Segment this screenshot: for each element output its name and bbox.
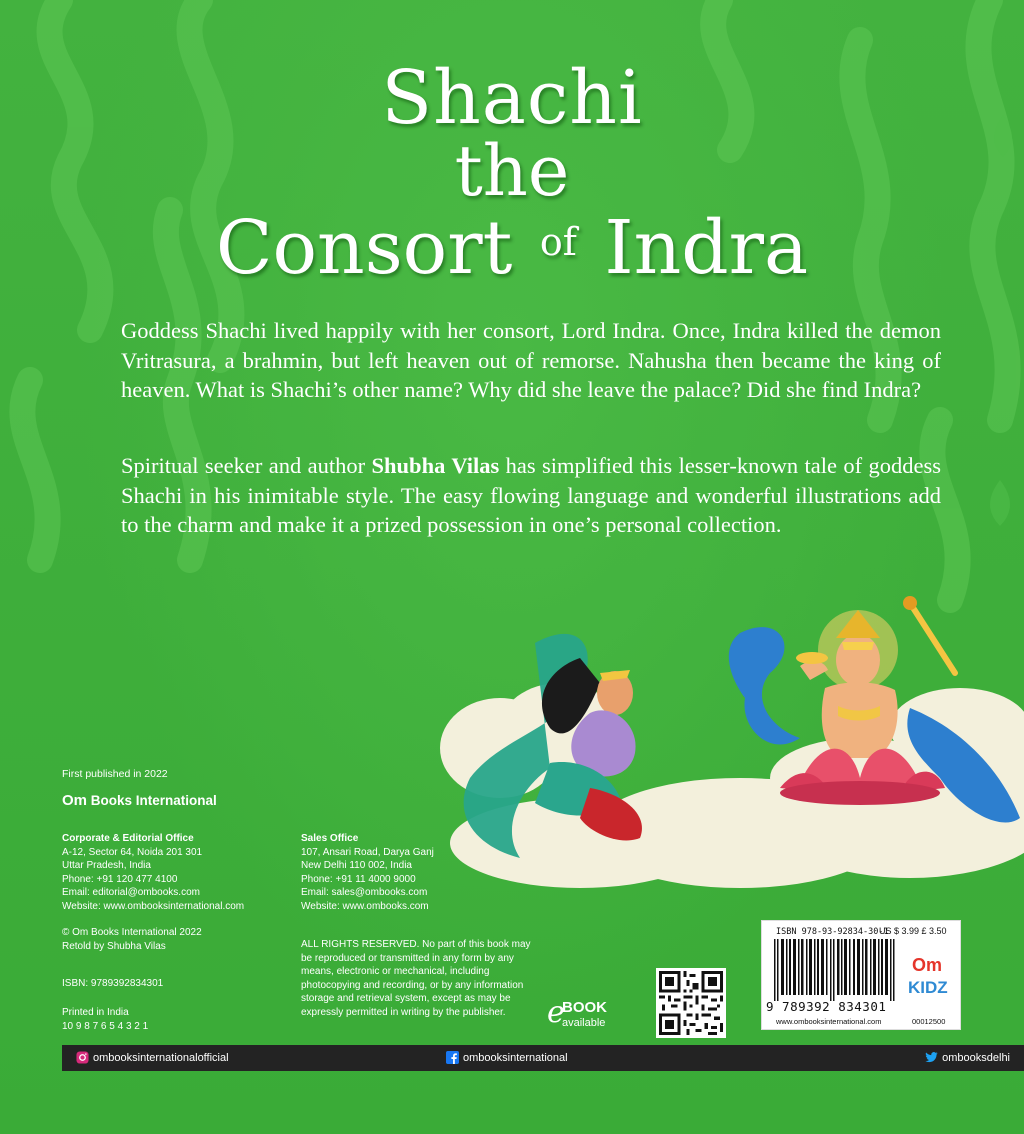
publisher-rest: Books International xyxy=(87,793,217,808)
corporate-line: Website: www.ombooksinternational.com xyxy=(62,900,245,912)
ebook-e: e xyxy=(547,995,565,1030)
blurb-paragraph-2 xyxy=(121,451,941,540)
barcode-bars-icon xyxy=(772,939,896,1001)
blurb-rest: has simplified this lesser-known tale of goddess Shachi in his inimitable style. The easy flowing language and wonderful illustrations add to the charm and make it a prized possession in one’s personal collection. xyxy=(121,453,941,537)
ebook-available-icon xyxy=(547,992,627,1036)
social-footer xyxy=(62,1045,1024,1071)
rights-reserved: ALL RIGHTS RESERVED. No part of this book may be reproduced or transmitted in any form by any means, electronic or mechanical, including photocopying and recording, or by any information storage and retrieval system, except as may be expressly permitted in writing by the publisher. xyxy=(301,939,531,1018)
barcode-panel xyxy=(761,920,961,1030)
qr-code[interactable] xyxy=(656,968,726,1038)
corporate-heading: Corporate & Editorial Office xyxy=(62,833,194,844)
first-published: First published in 2022 xyxy=(62,768,168,780)
title-line-1: Shachi xyxy=(381,55,643,141)
blurb-paragraph-1: Goddess Shachi lived happily with her consort, Lord Indra. Once, Indra killed the demon Vritrasura, a brahmin, but left heaven out of remorse. Nahusha then became the king of heaven. What is Shachi’s other name? Why did she leave the palace? Did she find Indra? xyxy=(121,318,941,402)
instagram-link[interactable] xyxy=(76,1051,229,1064)
print-line: 10 9 8 7 6 5 4 3 2 1 xyxy=(62,1020,149,1032)
sales-office xyxy=(301,832,434,914)
title-indra: Indra xyxy=(604,205,809,291)
sales-line: Website: www.ombooks.com xyxy=(301,900,429,912)
retold-by: Retold by Shubha Vilas xyxy=(62,940,166,952)
barcode-code: 00012500 xyxy=(912,1017,946,1026)
title-of: of xyxy=(539,220,577,264)
twitter-handle: ombooksdelhi xyxy=(942,1051,1010,1064)
facebook-handle: ombooksinternational xyxy=(463,1051,568,1064)
shachi-indra-illustration xyxy=(440,588,1024,888)
sales-line: Email: sales@ombooks.com xyxy=(301,887,428,899)
barcode-price: US $ 3.99 £ 3.50 xyxy=(879,926,947,936)
facebook-icon xyxy=(446,1051,459,1064)
corporate-office xyxy=(62,832,244,914)
ebook-book: BOOK xyxy=(562,999,607,1016)
title-line-3 xyxy=(0,205,1024,291)
sales-line: 107, Ansari Road, Darya Ganj xyxy=(301,846,434,858)
title-line-2: the xyxy=(454,130,570,212)
twitter-link[interactable] xyxy=(925,1051,1010,1064)
instagram-handle: ombooksinternationalofficial xyxy=(93,1051,229,1064)
isbn: ISBN: 9789392834301 xyxy=(62,978,164,989)
printed-in: Printed in India xyxy=(62,1007,129,1018)
qr-code-icon xyxy=(659,971,723,1035)
publisher-om: Om xyxy=(62,792,88,809)
ebook-available: available xyxy=(562,1017,606,1029)
title-consort: Consort xyxy=(215,205,513,291)
copyright-block xyxy=(62,926,202,953)
author-name: Shubha Vilas xyxy=(371,453,500,478)
corporate-line: A-12, Sector 64, Noida 201 301 xyxy=(62,846,203,858)
publisher-name xyxy=(62,794,217,808)
corporate-line: Uttar Pradesh, India xyxy=(62,860,151,872)
twitter-icon xyxy=(925,1051,938,1064)
om-kidz-om: Om xyxy=(912,955,943,975)
facebook-link[interactable] xyxy=(446,1051,568,1064)
om-kidz-kidz: KIDZ xyxy=(908,978,948,997)
sales-line: Phone: +91 11 4000 9000 xyxy=(301,873,416,885)
barcode-url: www.ombooksinternational.com xyxy=(776,1017,882,1026)
corporate-line: Email: editorial@ombooks.com xyxy=(62,887,200,899)
sales-heading: Sales Office xyxy=(301,833,359,844)
barcode-number: 9 789392 834301 xyxy=(766,999,887,1014)
printed-block xyxy=(62,1006,148,1033)
instagram-icon xyxy=(76,1051,89,1064)
barcode-isbn-label: ISBN 978-93-92834-30-1 xyxy=(776,927,889,937)
sales-line: New Delhi 110 002, India xyxy=(301,860,412,872)
blurb-intro: Spiritual seeker and author xyxy=(121,453,372,478)
om-kidz-logo xyxy=(902,951,958,1005)
corporate-line: Phone: +91 120 477 4100 xyxy=(62,873,178,885)
copyright: © Om Books International 2022 xyxy=(62,927,202,938)
